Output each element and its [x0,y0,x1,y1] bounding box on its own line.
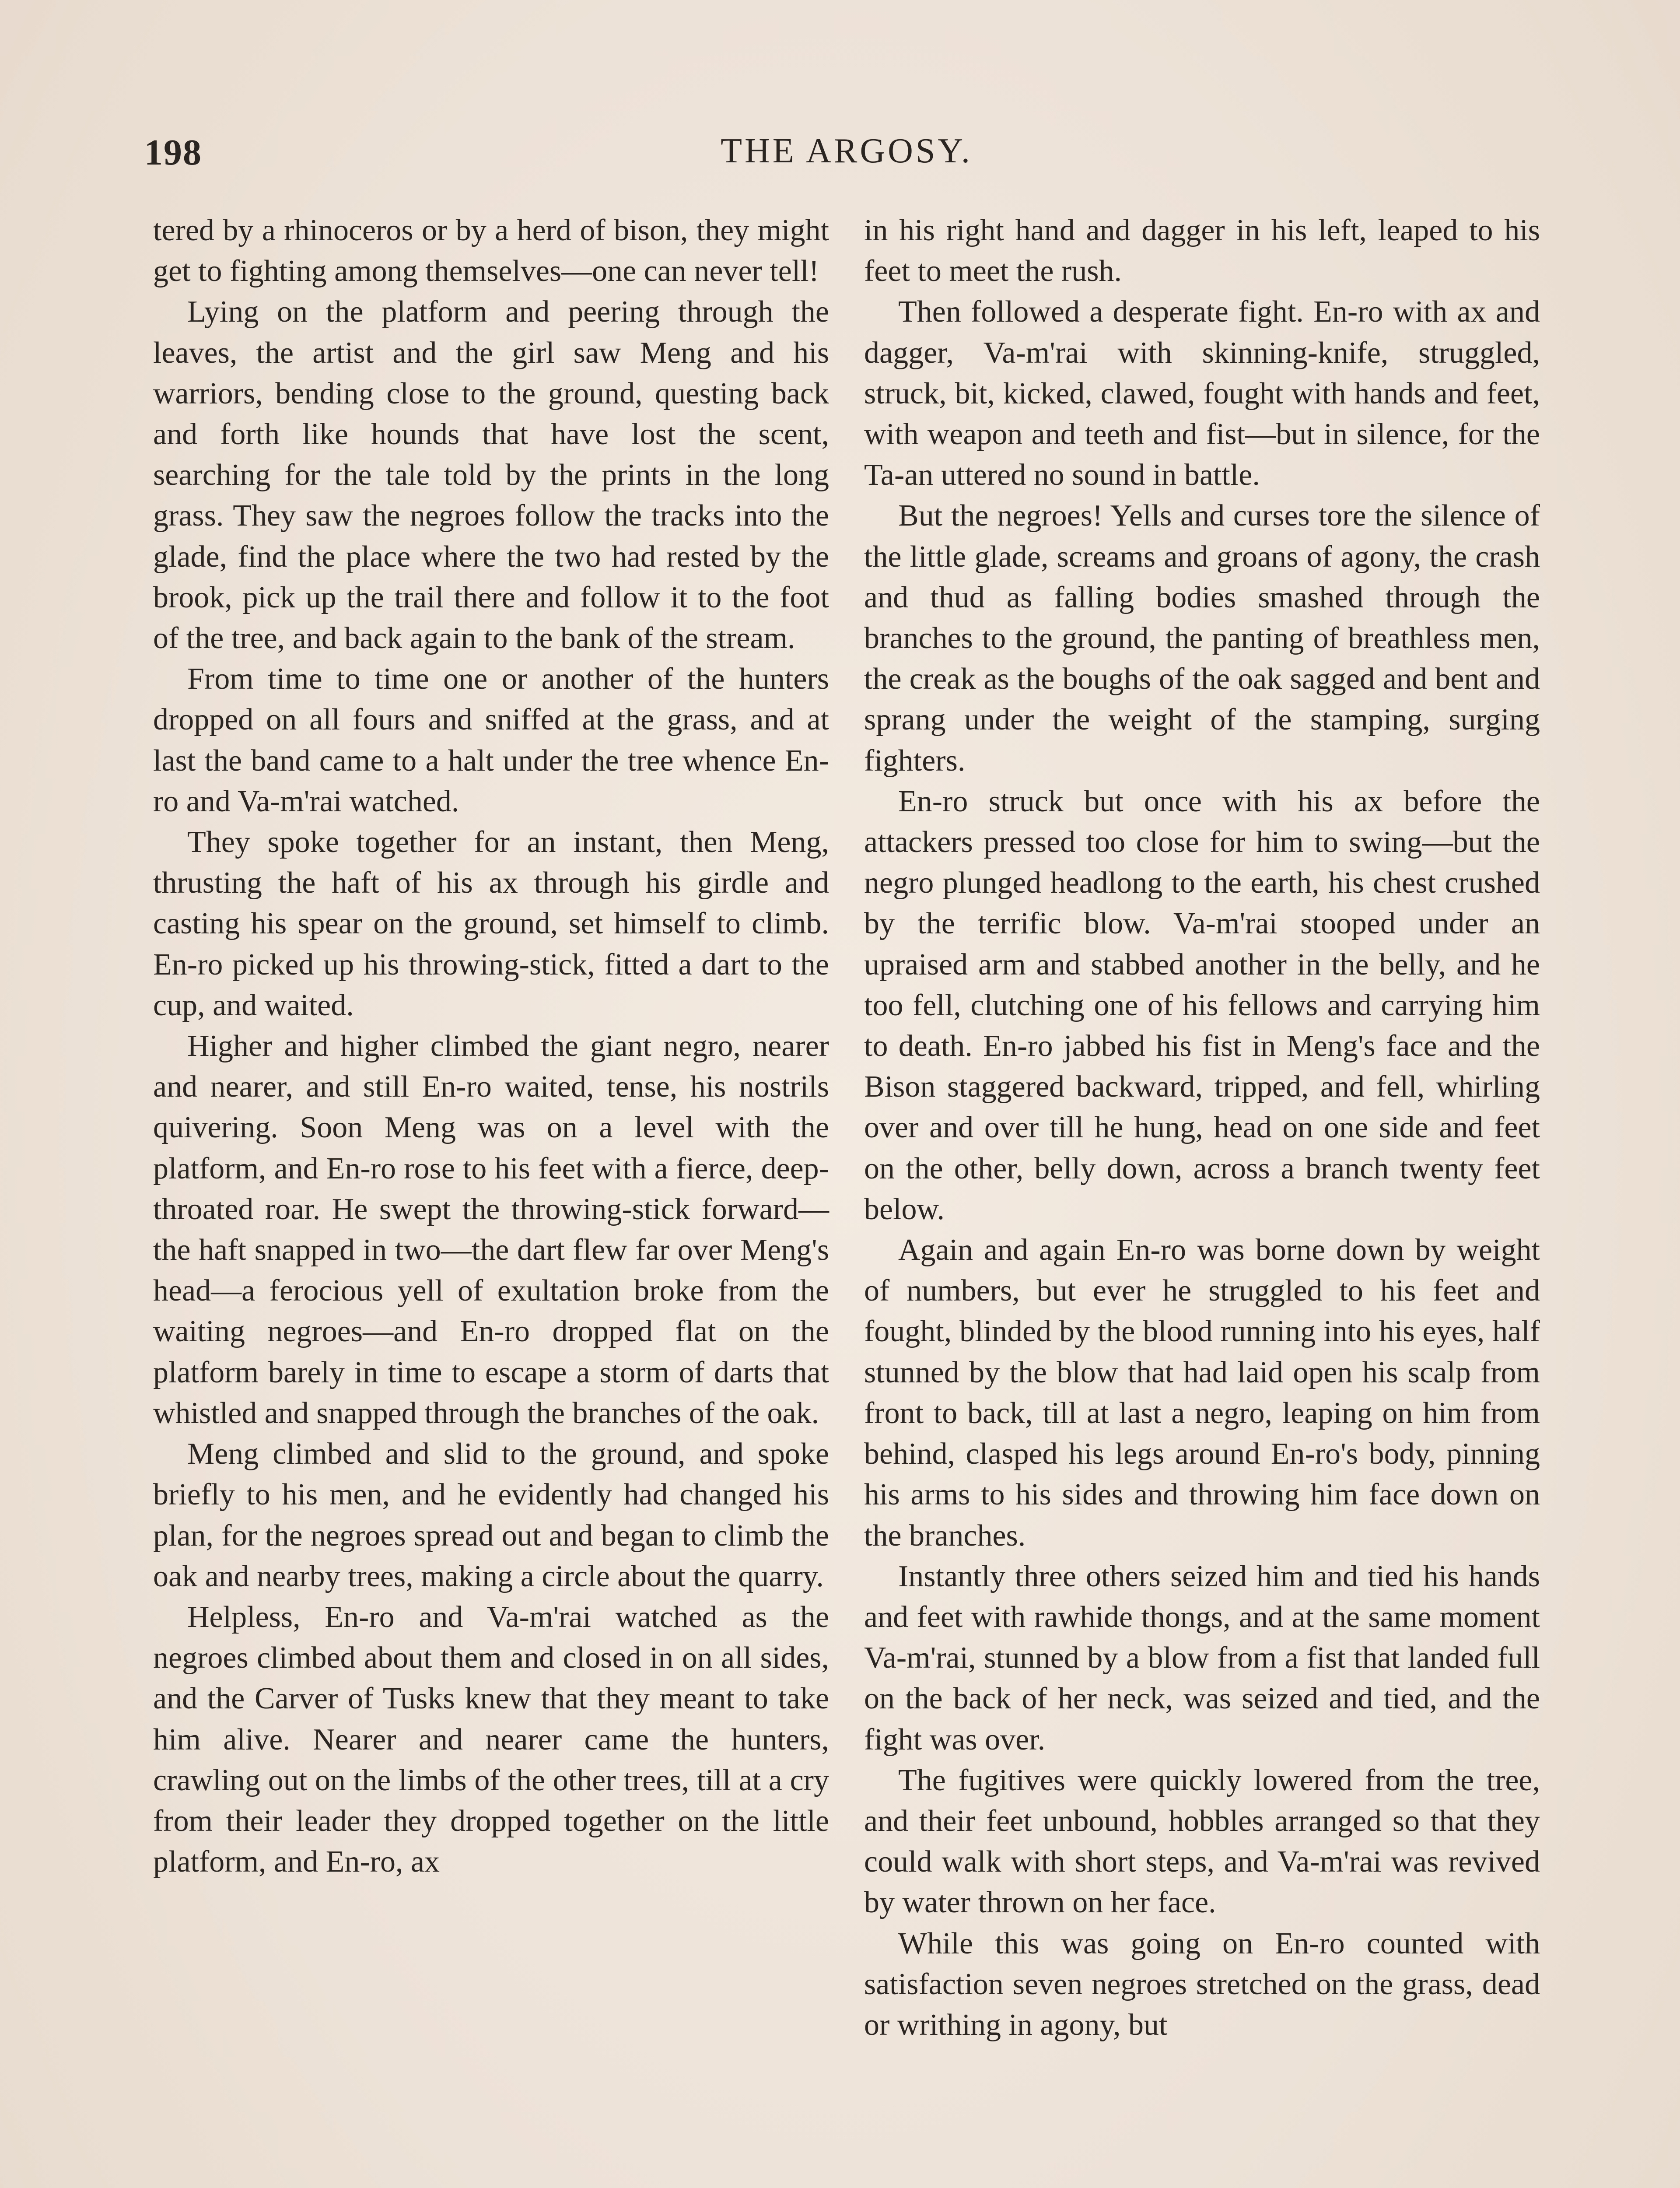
paragraph: Meng climbed and slid to the ground, and spoke briefly to his men, and he evidently had changed his plan, for the negroes spread out and began to climb the oak and nearby trees, making a circle about the quarry. [153,1437,829,1593]
paragraph: While this was going on En-ro counted with satisfaction seven negroes stretched on the grass, dead or writhing in agony, but [864,1926,1540,2042]
right-column [864,210,1540,2045]
paragraph: Then followed a desperate fight. En-ro with ax and dagger, Va-m'rai with skinning-knife, struggled, struck, bit, kicked, clawed, fought with hands and feet, with weapon and teeth and fist—but in silence, for the Ta-an uttered no sound in battle. [864,295,1540,492]
paragraph: Higher and higher climbed the giant negro, nearer and nearer, and still En-ro waited, tense, his nostrils quivering. Soon Meng was on a level with the platform, and En-ro rose to his feet with a fierce, deep-throated roar. He swept the throwing-stick forward—the haft snapped in two—the dart flew far over Meng's head—a ferocious yell of exultation broke from the waiting negroes—and En-ro dropped flat on the platform barely in time to escape a storm of darts that whistled and snapped through the branches of the oak. [153,1029,829,1430]
paragraph: En-ro struck but once with his ax before the attackers pressed too close for him to swing—but the negro plunged headlong to the earth, his chest crushed by the terrific blow. Va-m'rai stooped under an upraised arm and stabbed another in the belly, and he too fell, clutching one of his fellows and carrying him to death. En-ro jabbed his fist in Meng's face and the Bison staggered backward, tripped, and fell, whirling over and over till he hung, head on one side and feet on the other, belly down, across a branch twenty feet below. [864,784,1540,1226]
paragraph: They spoke together for an instant, then Meng, thrusting the haft of his ax through his girdle and casting his spear on the ground, set himself to climb. En-ro picked up his throwing-stick, fitted a dart to the cup, and waited. [153,825,829,1022]
running-title: THE ARGOSY. [721,132,973,170]
paragraph: Helpless, En-ro and Va-m'rai watched as the negroes climbed about them and closed in on all sides, and the Carver of Tusks knew that they meant to take him alive. Nearer and nearer came the hunters, crawling out on the limbs of the other trees, till at a cry from their leader they dropped together on the little platform, and En-ro, ax [153,1600,829,1879]
page-number: 198 [144,132,202,173]
paragraph: tered by a rhinoceros or by a herd of bison, they might get to fighting among themselves—one can never tell! [153,214,829,288]
left-column [153,210,829,1882]
paragraph: From time to time one or another of the hunters dropped on all fours and sniffed at the grass, and at last the band came to a halt under the tree whence En-ro and Va-m'rai watched. [153,662,829,818]
paragraph: Again and again En-ro was borne down by weight of numbers, but ever he struggled to his feet and fought, blinded by the blood running into his eyes, half stunned by the blow that had laid open his scalp from front to back, till at last a negro, leaping on him from behind, clasped his legs around En-ro's body, pinning his arms to his sides and throwing him face down on the branches. [864,1233,1540,1553]
paragraph: Lying on the platform and peering through the leaves, the artist and the girl saw Meng and his warriors, bending close to the ground, questing back and forth like hounds that have lost the scent, searching for the tale told by the prints in the long grass. They saw the negroes follow the tracks into the glade, find the place where the two had rested by the brook, pick up the trail there and follow it to the foot of the tree, and back again to the bank of the stream. [153,295,829,656]
paragraph: But the negroes! Yells and curses tore the silence of the little glade, screams and groans of agony, the crash and thud as falling bodies smashed through the branches to the ground, the panting of breathless men, the creak as the boughs of the oak sagged and bent and sprang under the weight of the stamping, surging fighters. [864,499,1540,778]
page-header [144,131,1549,188]
paragraph: The fugitives were quickly lowered from the tree, and their feet unbound, hobbles arranged so that they could walk with short steps, and Va-m'rai was revived by water thrown on her face. [864,1763,1540,1920]
paragraph: Instantly three others seized him and tied his hands and feet with rawhide thongs, and at the same moment Va-m'rai, stunned by a blow from a fist that landed full on the back of her neck, was seized and tied, and the fight was over. [864,1559,1540,1757]
paragraph: in his right hand and dagger in his left, leaped to his feet to meet the rush. [864,214,1540,288]
